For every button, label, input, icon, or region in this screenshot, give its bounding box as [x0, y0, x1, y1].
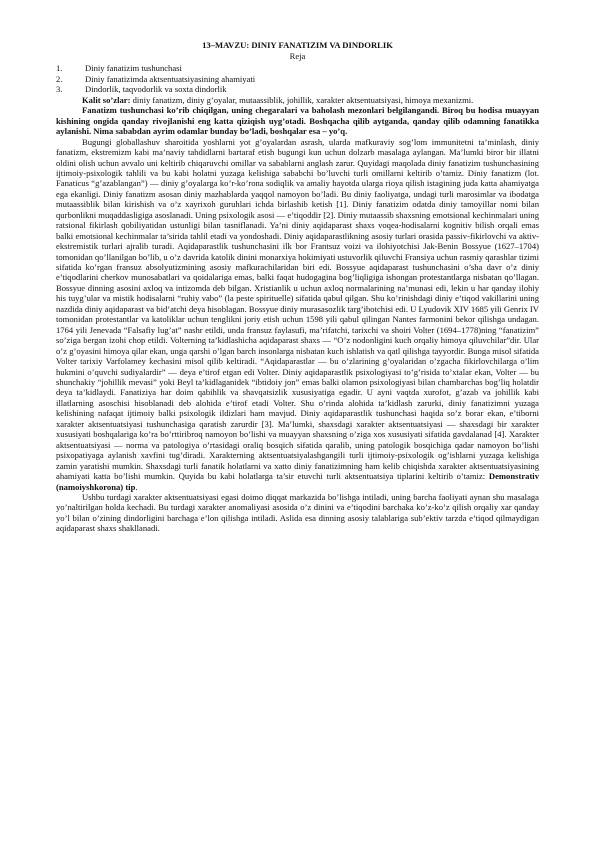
plan-item-text: Diniy fanatizimda aktsentuatsiyasining ahamiyati: [85, 73, 256, 84]
plan-item-text: Diniy fanatizim tushunchasi: [85, 63, 182, 73]
plan-list: [56, 63, 539, 95]
plan-item-number: 2.: [56, 73, 63, 84]
body-text: Bugungi globallashuv sharoitida yoshlarni yot g’oyalardan asrash, ularda mafkuraviy sog’lom immunitetni ta’minlash, diniy fanatizm, ekstremizm kabi ma’naviy tahdidlarni bartaraf etish bugungi kun uchun dolzarb masalaga aylangan. Ma’lumki biror bir illatni oldini olish uchun avvalo uni keltirib chiqaruvchi omillar va sabablarni anglash zarur. Quyidagi maqolada diniy fanatizim tushunchasining ijtimoiy-psixologik tahlili va bu kabi holatni yuzaga kelishiga sababchi bo’luvchi turli omillarni keltirib o’tamiz. Diniy fanatizm (lot. Fanaticus “g’azablangan”) — diniy g’oyalarga ko’r-ko’rona sodiqlik va amaliy hayotda ularga rioya qilish istagining juda katta ahamiyatga ega ekanligi. Diniy fanatizm asosan diniy mazhablarda yaqqol namoyon bo’ladi. Bu diniy faoliyatga, undagi turli marosimlar va ibodatga mutaassiblik bilan kirishish va o’z xayrixoh guruhlari ichda birlashib ketish [1]. Diniy fanatizim odatda diniy tamoyillar nomi bilan qurbonlikni muqaddasligiga asoslanadi. Uning psixologik asosi — e’tiqoddir [2]. Diniy mutaassib shaxsning emotsional kechinmalari uning ratsional fikirlash qobiliyatidan ustunligi bilan tasniflanadi. Ya’ni diniy aqidaparast shaxs voqea-hodisalarni kognitiv bilish orqali emas balki emotsional kechinmalar ta’sirida tahlil etadi va yondoshadi. Diniy aqidaparastlikning asosiy turlari orasida passiv-fikirlovchi va aktiv-ekstremistik turlari ajralib turadi. Aqidaparastlik tushunchasini ilk bor Frantsuz voizi va ilohiyotchisi Jak-Benin Bossyue (1627–1704) tomonidan qo’llanilgan bo’lib, u o’z davrida katolik dinini monarxiya hokimiyati ustuvorlik qiluvchi Fransiya uchun rasmiy qarashlar tizimi sifatida ko’rgan fransuz absolyutizmining asosiy mafkurachilaridan biri edi. Bossyue aqidaparast tushunchasini o’sha davr o’z diniy e’tiqodlarini cherkov munosabatlari va qoidalariga emas, balki faqat hudogagina bog’liqligiga ishongan protestantlarga nisbatan qo’llagan. Bossyue dinning asosini axloq va intizomda deb bilgan. Xristianlik u uchun axloq normalarining na’munasi edi, lekin u har qanday ilohiy his tuyg’ular va mistik hodisalarni “ruhiy vabo” (la peste spirituelle) sifatida qabul qilgan. Shu ko’rinishdagi diniy e’tiqod vakillarini uning nazdida diniy aqidaparast va bid’atchi deya hisoblagan. Bossyue diniy murasasozlik targ’ibotchisi edi. U Lyudovik XIV 1685 yili Genrix IV tomonidan protestantlar va katoliklar uchun tenglikni joriy etish uchun 1598 yili qabul qilingan Nantes farmonini bekor qilishga undagan. 1764 yili Jenevada “Falsafiy lug’at” nashr etildi, unda fransuz faylasufi, ma’rifatchi, tarixchi va shoiri Volter (1694–1778)ning “fanatizim” so’ziga bergan izohi chop etildi. Volterning ta’kidlashicha aqidaparast shaxs — “O’z nodonligini kuch orqaliy himoya qiluvchilar”dir. Ular o’z g’oyasini himoya qilar ekan, unga qarshi o’lgan barch insonlarga nisbatan kuch ishlatish va qatl qilishga tayyordir. Bunga misol sifatida Volter tarixiy Varfolamey kechasini misol qilib keltiradi. “Aqidaparastlar — bu o’zlarining g’oyalaridan o’zgacha fikirlovchilarga o’lim hukmini o’quvchi sudiyalardir” — deya e’tirof etgan edi Volter. Diniy aqidaparastlik psixologiyasi to’g’risida to’xtalar ekan, Volter — bu shunchakiy “johillik mevasi” yoki Beyl ta’kidlaganidek “ibtidoiy jon” emas balki olamon psixologiyasi bilan chambarchas bog’liq holatdir deya ta’kidlaydi. Fanatiziya har doim qabihlik va shavqatsizlik xususiyatiga egadir. U ayni vaqtda xurofot, g’azab va johillik kabi illatlarning asoschisi hisoblanadi deb alohida e’tirof etadi Volter. Shu o’rinda alohida ta’kidlash zarurki, diniy fanatizimni yuzaga kelishining nafaqat ijtimoiy balki psixologik ildizlari ham mavjud. Diniy aqidaparastlik tushunchasi haqida so’z borar ekan, e’tiborni xarakter aktsentuatsiyasi tushunchasiga qaratish zarurdir [3]. Ma’lumki, shaxsdagi xarakter aktsentuatsiyasi — shaxsdagi bir xarakter xususiyati boshqalariga ko’ra bo’rttiribroq namoyon bo’lishi va muayyan shaxsning o’ziga xos xususiyati sifatida gavdalanad [4]. Xarakter aktsentuatsiyasi — norma va patologiya o’rtasidagi oraliq bosqich sifatida qaralib, uning patologik bosqichiga qadar namoyon bo’lishi psixopatiyaga aylanish xavfini tug’diradi. Xarakterning aktsentuatsiyalashgangili turli ijtimoiy-psixologik og’ishlarni yuzaga kelishiga zamin yaratishi mumkin. Shaxsdagi turli fanatik holatlarni va xatto diniy fanatizimning ham kelib chiqishda xarakter aktsentuatsiyasining ahamiyati katta bo’lishi mumkin. Quyida bu kabi holatlarga ta’sir etuvchi turli aktsentuatsiya tiplarini keltirib o’tamiz:: [56, 136, 539, 482]
plan-item: [56, 63, 539, 74]
plan-item-number: 1.: [56, 63, 63, 73]
last-paragraph: Ushbu turdagi xarakter aktsentuatsiyasi egasi doimo diqqat markazida bo’lishga intiladi, uning barcha faoliyati aynan shu masalaga yo’naltirilgan holda kechadi. Bu turdagi xarakter anomaliyasi asosida o’z dinini va e’tiqodini barchaka ko’z-ko’z qilish orqaliy xar qanday yo’l bilan o’zining dindorligini barchaga e’lon qilishga intiladi. Aslida esa dinning asosiy talablariga sub’ektiv tarzda e’tiqod qilmaydigan aqidaparast shaxs shakllanadi.: [56, 492, 539, 534]
keywords-label: Kalit so’zlar:: [82, 94, 131, 105]
plan-item-number: 3.: [56, 84, 63, 95]
plan-heading: Reja: [289, 51, 306, 61]
page-title: 13–MAVZU: DINIY FANATIZIM VA DINDORLIK: [202, 40, 393, 50]
body-paragraph: [56, 137, 539, 492]
plan-item: [56, 84, 539, 95]
keywords-paragraph: [56, 95, 539, 105]
body-bold-term: Demonstrativ (namoiyshkorona) tip: [56, 471, 539, 492]
body-end: .: [135, 481, 138, 492]
plan-item-text: Dindorlik, taqvodorlik va soxta dindorlik: [85, 84, 227, 95]
plan-item: [56, 74, 539, 85]
keywords-text: diniy fanatizm, diniy g’oyalar, mutaassiblik, johillik, xarakter aktsentuatsiyasi, himoya mexanizmi.: [130, 94, 474, 105]
abstract-paragraph: Fanatizm tushunchasi ko’rib chiqilgan, uning chegaralari va baholash mezonlari belgilangandi. Biroq bu hodisa muayyan kishining ongida qanday rivojlanishi eng katta qiziqish uyg’otadi. Boshqacha qilib aytganda, qanday qilib odamning fanatikka aylanishi. Nima sababdan ayrim odamlar bunday bo’ladi, boshqalar esa – yo’q.: [56, 105, 539, 137]
